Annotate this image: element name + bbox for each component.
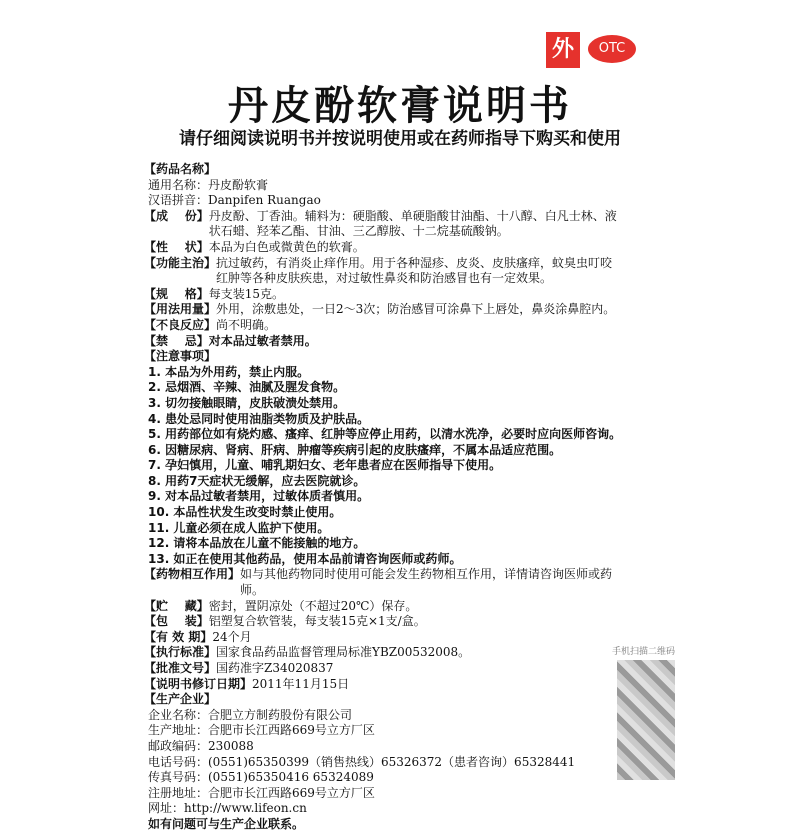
adverse-row [144, 318, 624, 334]
spec-text: 每支装15克。 [208, 286, 284, 301]
company-address: 生产地址：合肥市长江西路669号立方厂区 [148, 723, 375, 738]
approval-label: 【批准文号】 [144, 661, 217, 675]
blurred-qr-code [617, 660, 675, 780]
note-item: 1. 本品为外用药，禁止内服。 [148, 364, 310, 379]
interaction-label: 【药物相互作用】 [144, 567, 241, 582]
standard-text: 国家食品药品监督管理局标准YBZ00532008。 [216, 645, 471, 660]
composition-label: 【成 份】 [144, 208, 209, 223]
adverse-label: 【不良反应】 [144, 317, 217, 332]
storage-label: 【贮 藏】 [144, 598, 209, 613]
company-header: 【生产企业】 [144, 692, 217, 707]
validity-text: 24个月 [212, 629, 252, 644]
note-item: 12. 请将本品放在儿童不能接触的地方。 [148, 536, 366, 551]
document-title: 丹皮酚软膏说明书 [228, 83, 572, 129]
storage-row [144, 599, 624, 615]
usage-text: 外用，涂敷患处，一日2～3次；防治感冒可涂鼻下上唇处，鼻炎涂鼻腔内。 [216, 302, 616, 317]
interaction-row [144, 567, 624, 598]
standard-label: 【执行标准】 [144, 645, 217, 660]
company-reg-address: 注册地址：合肥市长江西路669号立方厂区 [148, 785, 375, 800]
indication-label: 【功能主治】 [144, 255, 217, 270]
document-subtitle: 请仔细阅读说明书并按说明使用或在药师指导下购买和使用 [179, 129, 621, 149]
drug-name-header: 【药品名称】 [144, 162, 217, 176]
revision-row [144, 677, 624, 693]
note-item: 8. 用药7天症状无缓解，应去医院就诊。 [148, 473, 366, 488]
note-item: 10. 本品性状发生改变时禁止使用。 [148, 505, 342, 520]
spec-row [144, 287, 624, 303]
contra-text: 对本品过敏者禁用。 [208, 333, 317, 348]
standard-row [144, 645, 624, 661]
character-row [144, 240, 624, 256]
otc-badge: OTC [588, 35, 636, 63]
validity-label: 【有 效 期】 [144, 629, 213, 644]
indication-row [144, 256, 624, 287]
composition-row [144, 209, 624, 240]
storage-text: 密封，置阴凉处（不超过20℃）保存。 [208, 598, 418, 613]
approval-text: 国药准字Z34020837 [216, 661, 334, 675]
revision-text: 2011年11月15日 [252, 676, 350, 691]
contra-row [144, 334, 624, 350]
indication-text: 抗过敏药，有消炎止痒作用。用于各种湿疹、皮炎、皮肤瘙痒，蚊臭虫叮咬红肿等各种皮肤疾患，对过敏性鼻炎和防治感冒也有一定效果。 [216, 255, 613, 286]
usage-row [144, 302, 624, 318]
note-item: 4. 患处忌同时使用油脂类物质及护肤品。 [148, 411, 370, 426]
note-item: 2. 忌烟酒、辛辣、油腻及腥发食物。 [148, 380, 346, 395]
company-contact-note: 如有问题可与生产企业联系。 [148, 816, 305, 831]
revision-label: 【说明书修订日期】 [144, 676, 253, 691]
note-item: 6. 因糖尿病、肾病、肝病、肿瘤等疾病引起的皮肤瘙痒，不属本品适应范围。 [148, 442, 562, 457]
adverse-text: 尚不明确。 [216, 317, 277, 332]
character-label: 【性 状】 [144, 239, 209, 254]
notes-header: 【注意事项】 [144, 349, 217, 364]
generic-name: 通用名称：丹皮酚软膏 [148, 177, 269, 192]
note-item: 13. 如正在使用其他药品，使用本品前请咨询医师或药师。 [148, 551, 462, 566]
company-phone: 电话号码：(0551)65350399（销售热线）65326372（患者咨询）65328441 [148, 754, 576, 769]
qr-caption: 手机扫描二维码 [612, 647, 676, 657]
interaction-text: 如与其他药物同时使用可能会发生药物相互作用，详情请咨询医师或药师。 [240, 567, 613, 598]
contra-label: 【禁 忌】 [144, 333, 209, 348]
composition-text: 丹皮酚、丁香油。辅料为：硬脂酸、单硬脂酸甘油酯、十八醇、白凡士林、液状石蜡、羟苯乙酯、甘油、三乙醇胺、十二烷基硫酸钠。 [208, 208, 617, 239]
note-item: 7. 孕妇慎用，儿童、哺乳期妇女、老年患者应在医师指导下使用。 [148, 458, 502, 473]
usage-label: 【用法用量】 [144, 302, 217, 317]
note-item: 5. 用药部位如有烧灼感、瘙痒、红肿等应停止用药，以清水洗净，必要时应向医师咨询。 [148, 427, 622, 442]
spec-label: 【规 格】 [144, 286, 209, 301]
approval-row [144, 661, 624, 677]
package-row [144, 614, 624, 630]
company-website: 网址：http://www.lifeon.cn [148, 801, 307, 816]
company-name: 企业名称：合肥立方制药股份有限公司 [148, 707, 353, 722]
package-text: 铝塑复合软管装，每支装15克×1支/盒。 [208, 614, 426, 629]
note-item: 3. 切勿接触眼睛，皮肤破溃处禁用。 [148, 395, 346, 410]
character-text: 本品为白色或微黄色的软膏。 [208, 239, 365, 254]
package-label: 【包 装】 [144, 614, 209, 629]
note-item: 11. 儿童必须在成人监护下使用。 [148, 520, 330, 535]
validity-row [144, 630, 624, 646]
note-item: 9. 对本品过敏者禁用，过敏体质者慎用。 [148, 489, 370, 504]
company-postcode: 邮政编码：230088 [148, 738, 254, 753]
pinyin-name: 汉语拼音：Danpifen Ruangao [148, 193, 321, 208]
company-fax: 传真号码：(0551)65350416 65324089 [148, 770, 374, 785]
external-use-badge: 外 [546, 32, 580, 68]
leaflet-body [144, 162, 624, 833]
